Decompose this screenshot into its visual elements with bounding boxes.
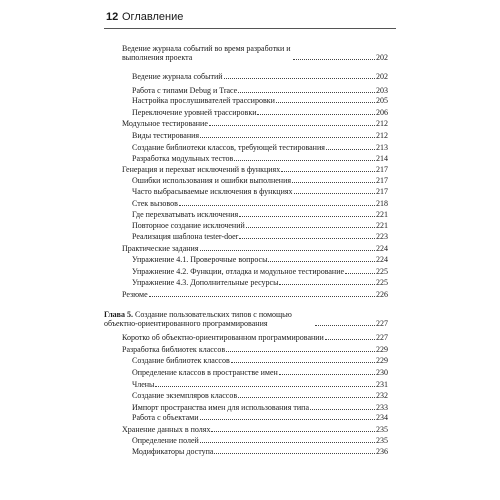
toc-entry-title: Повторное создание исключений [132, 221, 245, 230]
toc-entry-page: 202 [376, 53, 388, 62]
toc-entry[interactable] [122, 333, 388, 342]
leader-dots [238, 92, 375, 93]
toc-entry-title: Реализация шаблона tester-doer [132, 232, 239, 241]
toc-entry[interactable] [132, 380, 388, 389]
leader-dots [310, 409, 375, 410]
toc-entry[interactable] [132, 143, 388, 152]
toc-entry-title: Ошибки использования и ошибки выполнения [132, 176, 292, 185]
toc-entry[interactable] [132, 368, 388, 377]
toc-entry[interactable] [132, 199, 388, 208]
leader-dots [246, 227, 375, 228]
toc-entry[interactable] [132, 210, 388, 219]
toc-entry[interactable] [132, 267, 388, 276]
toc-entry[interactable] [132, 356, 388, 365]
page-number: 12 [106, 11, 119, 23]
toc-entry-title: Резюме [122, 290, 148, 299]
leader-dots [292, 182, 375, 183]
leader-dots [268, 261, 375, 262]
toc-entry[interactable] [122, 345, 388, 354]
toc-entry-page: 202 [376, 72, 388, 81]
toc-entry-title: Упражнение 4.2. Функции, отладка и модульное тестирование [132, 267, 345, 276]
toc-entry-title: Ведение журнала событий во время разработки и выполнения проекта [122, 44, 291, 62]
chapter-name: Создание пользовательских типов с помощью объектно-ориентированного программирования [104, 310, 292, 328]
toc-entry-title: Стек вызовов [132, 199, 178, 208]
toc-entry-page: 225 [376, 267, 388, 276]
toc-entry-title: Модификаторы доступа [132, 447, 214, 456]
toc-entry[interactable] [132, 131, 388, 140]
toc-entry-page: 230 [376, 368, 388, 377]
toc-entry[interactable] [132, 176, 388, 185]
leader-dots [294, 193, 375, 194]
toc-entry-title: Настройка прослушивателей трассировки [132, 96, 275, 105]
toc-entry-page: 229 [376, 345, 388, 354]
toc-entry-title: Упражнение 4.1. Проверочные вопросы [132, 255, 268, 264]
leader-dots [326, 149, 375, 150]
toc-entry-title: Определение полей [132, 436, 199, 445]
toc-entry-title: Часто выбрасываемые исключения в функциях [132, 187, 293, 196]
leader-dots [200, 442, 375, 443]
toc-entry[interactable] [122, 44, 388, 62]
toc-entry[interactable] [132, 436, 388, 445]
toc-entry-title: Создание библиотеки классов, требующей тестирования [132, 143, 325, 152]
toc-entry-title: Практические задания [122, 244, 199, 253]
toc-entry-page: 218 [376, 199, 388, 208]
toc-entry[interactable] [132, 447, 388, 456]
toc-chapter-title [104, 310, 314, 328]
leader-dots [234, 160, 375, 161]
toc-entry-title: Упражнение 4.3. Дополнительные ресурсы [132, 278, 279, 287]
toc-entry-page: 217 [376, 176, 388, 185]
toc-entry-title: Разработка библиотек классов [122, 345, 226, 354]
leader-dots [179, 205, 375, 206]
toc-entry[interactable] [122, 425, 388, 434]
leader-dots [200, 419, 376, 420]
leader-dots [239, 216, 375, 217]
toc-entry[interactable] [132, 154, 388, 163]
toc-entry-title: Генерация и перехват исключений в функциях [122, 165, 281, 174]
leader-dots [149, 296, 375, 297]
leader-dots [231, 362, 375, 363]
toc-entry-page: 224 [376, 244, 388, 253]
leader-dots [315, 325, 375, 326]
toc-entry[interactable] [132, 221, 388, 230]
toc-entry[interactable] [132, 391, 388, 400]
toc-chapter-entry[interactable] [104, 310, 388, 328]
toc-entry-title: Хранение данных в полях [122, 425, 211, 434]
toc-entry[interactable] [132, 278, 388, 287]
toc-entry-title: Виды тестирования [132, 131, 200, 140]
toc-entry[interactable] [122, 119, 388, 128]
toc-entry-page: 229 [376, 356, 388, 365]
toc-entry-page: 227 [376, 319, 388, 328]
leader-dots [276, 102, 375, 103]
leader-dots [238, 397, 375, 398]
toc-entry[interactable] [132, 232, 388, 241]
toc-entry-page: 226 [376, 290, 388, 299]
toc-entry-page: 203 [376, 86, 388, 95]
toc-entry-title: Разработка модульных тестов [132, 154, 234, 163]
toc-entry-title: Ведение журнала событий [132, 72, 223, 81]
toc-entry-title: Определение классов в пространстве имен [132, 368, 278, 377]
toc-entry-title: Создание экземпляров классов [132, 391, 238, 400]
toc-entry-page: 223 [376, 232, 388, 241]
toc-entry-page: 214 [376, 154, 388, 163]
toc-entry[interactable] [122, 165, 388, 174]
leader-dots [214, 453, 375, 454]
running-title: Оглавление [122, 11, 184, 23]
leader-dots [345, 273, 375, 274]
toc-entry-title: Работа с типами Debug и Trace [132, 86, 238, 95]
leader-dots [226, 351, 375, 352]
toc-entry-title: Где перехватывать исключения [132, 210, 239, 219]
chapter-number: Глава 5. [104, 310, 133, 319]
toc-entry[interactable] [132, 86, 388, 95]
leader-dots [224, 78, 375, 79]
toc-entry-title: Переключение уровней трассировки [132, 108, 257, 117]
leader-dots [209, 125, 375, 126]
toc-entry-page: 233 [376, 403, 388, 412]
toc-entry-page: 212 [376, 131, 388, 140]
toc-entry-page: 217 [376, 187, 388, 196]
toc-entry[interactable] [132, 72, 388, 81]
toc-entry-title: Создание библиотек классов [132, 356, 230, 365]
toc-entry-page: 225 [376, 278, 388, 287]
toc-entry-page: 221 [376, 210, 388, 219]
toc-entry-title: Импорт пространства имен для использования типа [132, 403, 309, 412]
toc-entry[interactable] [132, 96, 388, 105]
toc-entry-title: Работа с объектами [132, 413, 199, 422]
toc-entry[interactable] [122, 244, 388, 253]
toc-entry[interactable] [132, 403, 388, 412]
leader-dots [155, 386, 375, 387]
toc-entry-title: Члены [132, 380, 155, 389]
toc-entry-page: 236 [376, 447, 388, 456]
leader-dots [293, 59, 375, 60]
toc-entry-page: 213 [376, 143, 388, 152]
toc-entry[interactable] [132, 108, 388, 117]
leader-dots [200, 250, 375, 251]
leader-dots [257, 114, 375, 115]
toc-entry-page: 234 [376, 413, 388, 422]
leader-dots [279, 374, 375, 375]
toc-entry-page: 235 [376, 425, 388, 434]
toc-entry-title: Модульное тестирование [122, 119, 208, 128]
leader-dots [325, 339, 375, 340]
toc-entry[interactable] [132, 255, 388, 264]
toc-entry-page: 227 [376, 333, 388, 342]
toc-entry-page: 235 [376, 436, 388, 445]
toc-entry-page: 205 [376, 96, 388, 105]
leader-dots [211, 431, 375, 432]
leader-dots [279, 284, 375, 285]
toc-entry-page: 217 [376, 165, 388, 174]
toc-entry-page: 212 [376, 119, 388, 128]
leader-dots [200, 137, 375, 138]
toc-entry-title: Коротко об объектно-ориентированном программировании [122, 333, 324, 342]
toc-entry-page: 224 [376, 255, 388, 264]
toc-entry[interactable] [132, 413, 388, 422]
toc-entry[interactable] [122, 290, 388, 299]
toc-entry-page: 232 [376, 391, 388, 400]
toc-entry-page: 206 [376, 108, 388, 117]
leader-dots [239, 238, 375, 239]
toc-entry-page: 231 [376, 380, 388, 389]
toc-entry[interactable] [132, 187, 388, 196]
leader-dots [281, 171, 375, 172]
toc-entry-page: 221 [376, 221, 388, 230]
